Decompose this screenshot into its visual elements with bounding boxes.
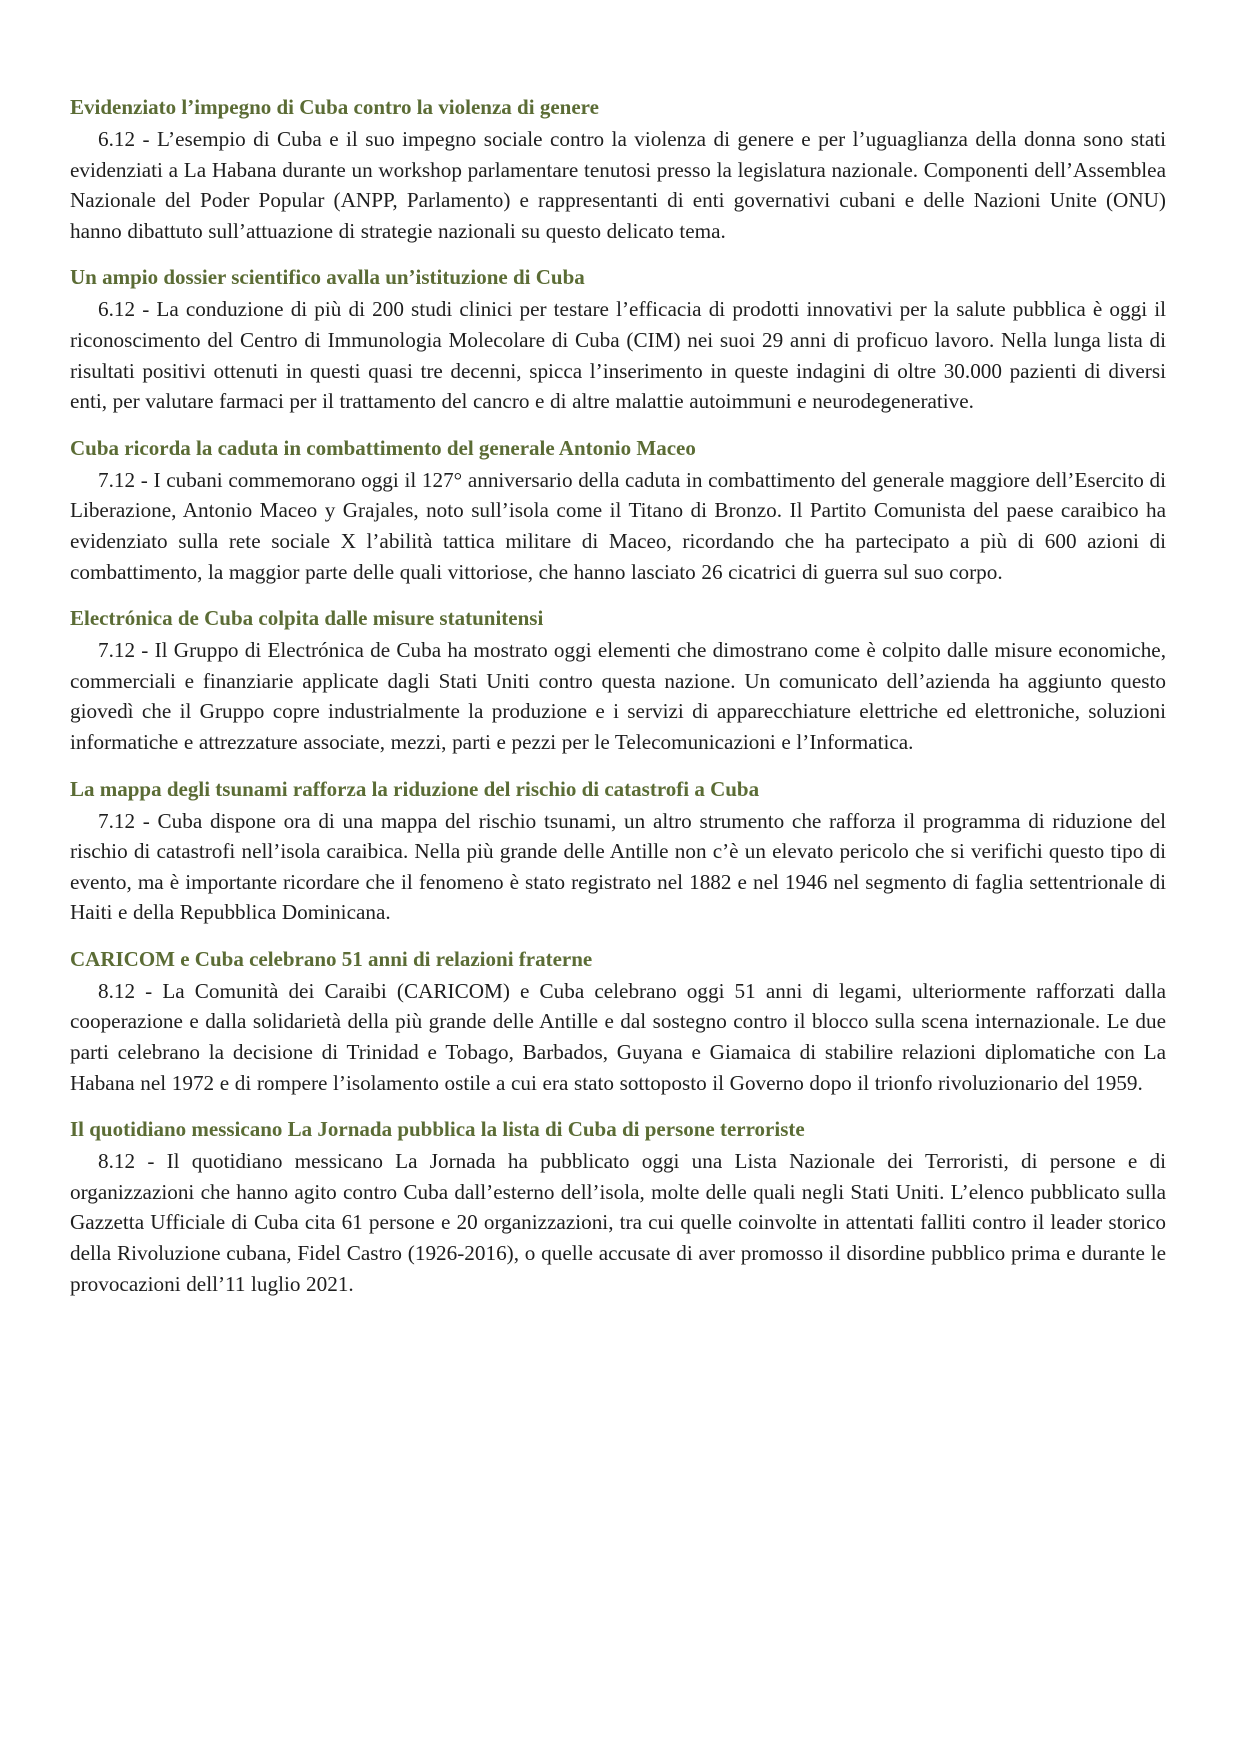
news-title: Cuba ricorda la caduta in combattimento del generale Antonio Maceo (70, 435, 696, 460)
news-title: Un ampio dossier scientifico avalla un’istituzione di Cuba (70, 265, 585, 290)
news-title: CARICOM e Cuba celebrano 51 anni di relazioni fraterne (70, 946, 593, 971)
news-item-electronica-de-cuba (70, 603, 1166, 757)
news-page (70, 92, 1166, 1315)
news-item-gender-violence (70, 92, 1166, 246)
news-title: Electrónica de Cuba colpita dalle misure statunitensi (70, 606, 544, 631)
news-item-antonio-maceo (70, 433, 1166, 587)
news-body: 6.12 - L’esempio di Cuba e il suo impegno sociale contro la violenza di genere e per l’uguaglianza della donna sono stati evidenziati a La Habana durante un workshop parlamentare tenutosi presso la legislatura nazionale. Componenti dell’Assemblea Nazionale del Poder Popular (ANPP, Parlamento) e rappresentanti di enti governativi cubani e delle Nazioni Unite (ONU) hanno dibattuto sull’attuazione di strategie nazionali su questo delicato tema. (70, 127, 1166, 243)
news-body: 7.12 - Cuba dispone ora di una mappa del rischio tsunami, un altro strumento che rafforza il programma di riduzione del rischio di catastrofi nell’isola caraibica. Nella più grande delle Antille non c’è un elevato pericolo che si verifichi questo tipo di evento, ma è importante ricordare che il fenomeno è stato registrato nel 1882 e nel 1946 nel segmento di faglia settentrionale di Haiti e della Repubblica Dominicana. (70, 808, 1166, 925)
news-title: Il quotidiano messicano La Jornada pubblica la lista di Cuba di persone terroriste (70, 1117, 805, 1142)
news-body: 7.12 - Il Gruppo di Electrónica de Cuba ha mostrato oggi elementi che dimostrano come è colpito dalle misure economiche, commerciali e finanziarie applicate dagli Stati Uniti contro questa nazione. Un comunicato dell’azienda ha aggiunto questo giovedì che il Gruppo copre industrialmente la produzione e i servizi di apparecchiature elettriche ed elettroniche, soluzioni informatiche e attrezzature associate, mezzi, parti e pezzi per le Telecomunicazioni e l’Informatica. (70, 638, 1166, 754)
news-body: 8.12 - La Comunità dei Caraibi (CARICOM) e Cuba celebrano oggi 51 anni di legami, ulteriormente rafforzati dalla cooperazione e dalla solidarietà della più grande delle Antille e dal sostegno contro il blocco sulla scena internazionale. Le due parti celebrano la decisione di Trinidad e Tobago, Barbados, Guyana e Giamaica di stabilire relazioni diplomatiche con La Habana nel 1972 e di rompere l’isolamento ostile a cui era stato sottoposto il Governo dopo il trionfo rivoluzionario del 1959. (70, 978, 1166, 1095)
news-title: Evidenziato l’impegno di Cuba contro la violenza di genere (70, 95, 599, 119)
news-body: 7.12 - I cubani commemorano oggi il 127° anniversario della caduta in combattimento del generale maggiore dell’Esercito di Liberazione, Antonio Maceo y Grajales, noto sull’isola come il Titano di Bronzo. Il Partito Comunista del paese caraibico ha evidenziato sulla rete sociale X l’abilità tattica militare di Maceo, ricordando che ha partecipato a più di 600 azioni di combattimento, la maggior parte delle quali vittoriose, che hanno lasciato 26 cicatrici di guerra sul suo corpo. (70, 467, 1166, 584)
news-body: 8.12 - Il quotidiano messicano La Jornada ha pubblicato oggi una Lista Nazionale dei Terroristi, di persone e di organizzazioni che hanno agito contro Cuba dall’esterno dell’isola, molte delle quali negli Stati Uniti. L’elenco pubblicato sulla Gazzetta Ufficiale di Cuba cita 61 persone e 20 organizzazioni, tra cui quelle coinvolte in attentati falliti contro il leader storico della Rivoluzione cubana, Fidel Castro (1926-2016), o quelle accusate di aver promosso il disordine pubblico prima e durante le provocazioni dell’11 luglio 2021. (70, 1149, 1166, 1296)
news-item-la-jornada (70, 1114, 1166, 1299)
news-item-caricom (70, 944, 1166, 1098)
news-title: La mappa degli tsunami rafforza la riduzione del rischio di catastrofi a Cuba (70, 776, 760, 801)
news-item-tsunami-map (70, 774, 1166, 928)
news-body: 6.12 - La conduzione di più di 200 studi clinici per testare l’efficacia di prodotti innovativi per la salute pubblica è oggi il riconoscimento del Centro di Immunologia Molecolare di Cuba (CIM) nei suoi 29 anni di proficuo lavoro. Nella lunga lista di risultati positivi ottenuti in questi quasi tre decenni, spicca l’inserimento in queste indagini di oltre 30.000 pazienti di diversi enti, per valutare farmaci per il trattamento del cancro e di altre malattie autoimmuni e neurodegenerative. (70, 297, 1166, 414)
news-item-scientific-dossier (70, 262, 1166, 416)
